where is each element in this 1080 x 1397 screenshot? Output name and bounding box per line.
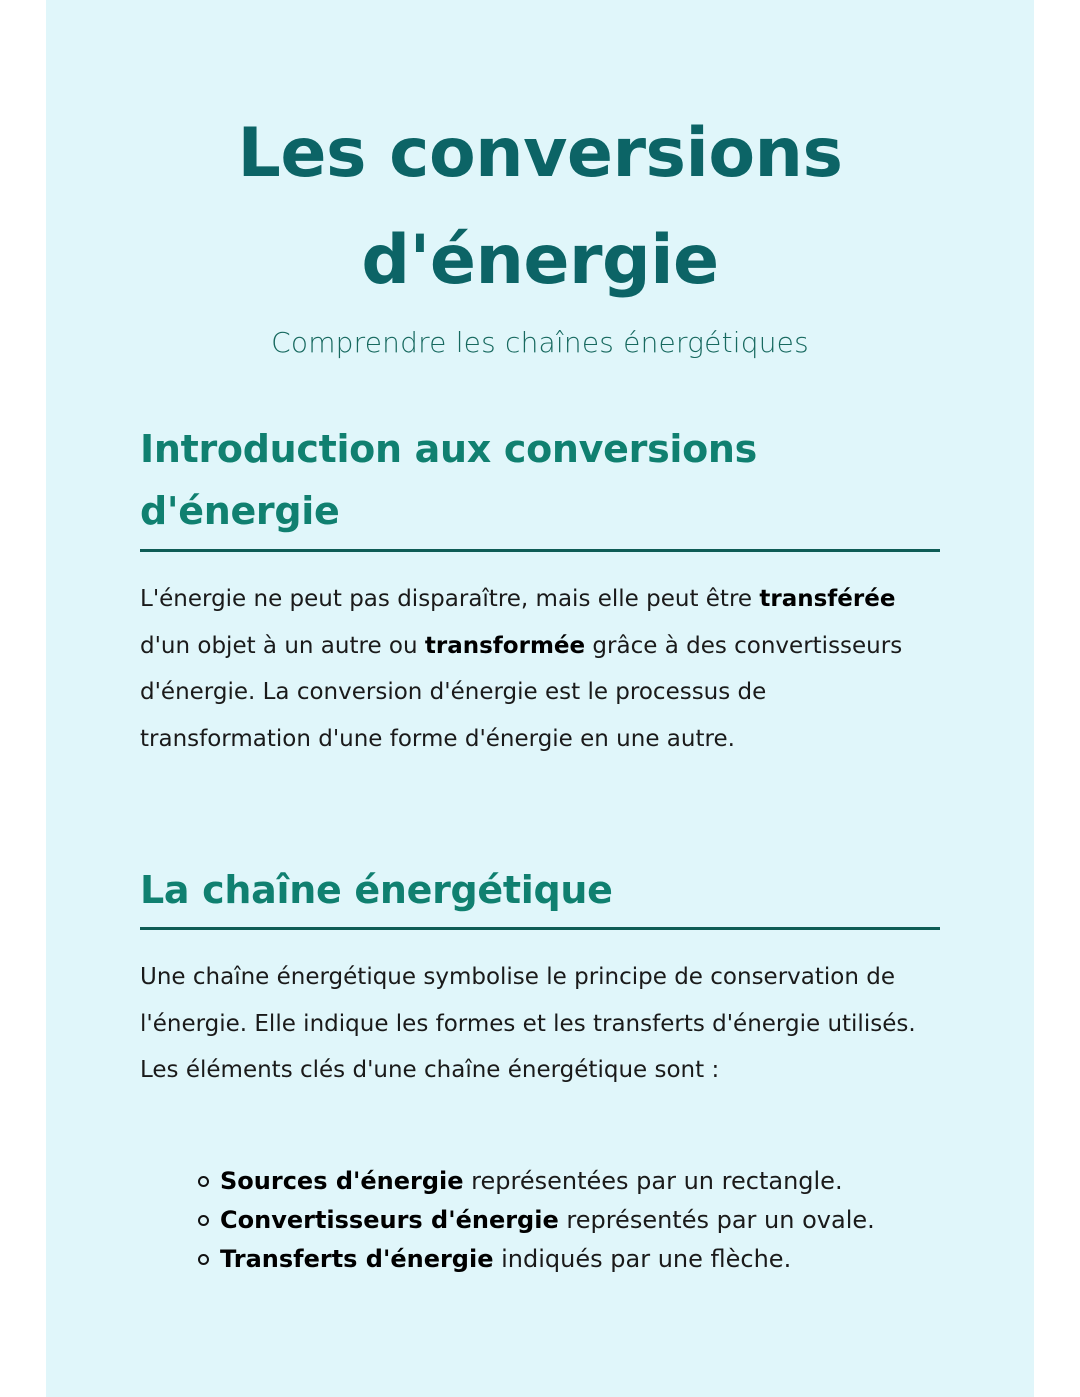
section-divider bbox=[140, 549, 940, 552]
circle-bullet-icon bbox=[198, 1254, 209, 1265]
list-item bbox=[220, 1201, 940, 1240]
key-elements-list bbox=[140, 1162, 940, 1279]
text-span: d'un objet à un autre ou bbox=[140, 632, 425, 659]
bold-term: Transferts d'énergie bbox=[220, 1245, 494, 1273]
text-span: L'énergie ne peut pas disparaître, mais elle peut être bbox=[140, 586, 760, 612]
page-title: Les conversions d'énergie bbox=[237, 114, 843, 300]
bold-term: Sources d'énergie bbox=[220, 1167, 464, 1195]
list-item bbox=[220, 1240, 940, 1279]
circle-bullet-icon bbox=[198, 1215, 209, 1226]
page-subtitle: Comprendre les chaînes énergétiques bbox=[271, 326, 809, 359]
text-span: grâce à des convertisseurs d'énergie. La conversion d'énergie est le processus de transformation d'une forme d'énergie en une autre. bbox=[140, 632, 903, 752]
introduction-paragraph bbox=[140, 576, 940, 762]
section-divider bbox=[140, 927, 940, 930]
list-item-text: représentés par un ovale. bbox=[558, 1206, 875, 1234]
list-item-text: indiqués par une flèche. bbox=[493, 1245, 792, 1273]
bold-term: transformée bbox=[424, 632, 586, 659]
bold-term: transférée bbox=[759, 586, 896, 612]
section-heading-energy-chain: La chaîne énergétique bbox=[140, 868, 613, 912]
list-item-text: représentées par un rectangle. bbox=[463, 1167, 843, 1195]
section-heading-introduction: Introduction aux conversions d'énergie bbox=[140, 427, 757, 533]
circle-bullet-icon bbox=[198, 1176, 209, 1187]
bold-term: Convertisseurs d'énergie bbox=[220, 1206, 559, 1234]
list-item bbox=[220, 1162, 940, 1201]
energy-chain-paragraph: Une chaîne énergétique symbolise le principe de conservation de l'énergie. Elle indique les formes et les transferts d'énergie utilisés. Les éléments clés d'une chaîne énergétique sont : bbox=[140, 964, 916, 1083]
document-page bbox=[46, 0, 1034, 1397]
